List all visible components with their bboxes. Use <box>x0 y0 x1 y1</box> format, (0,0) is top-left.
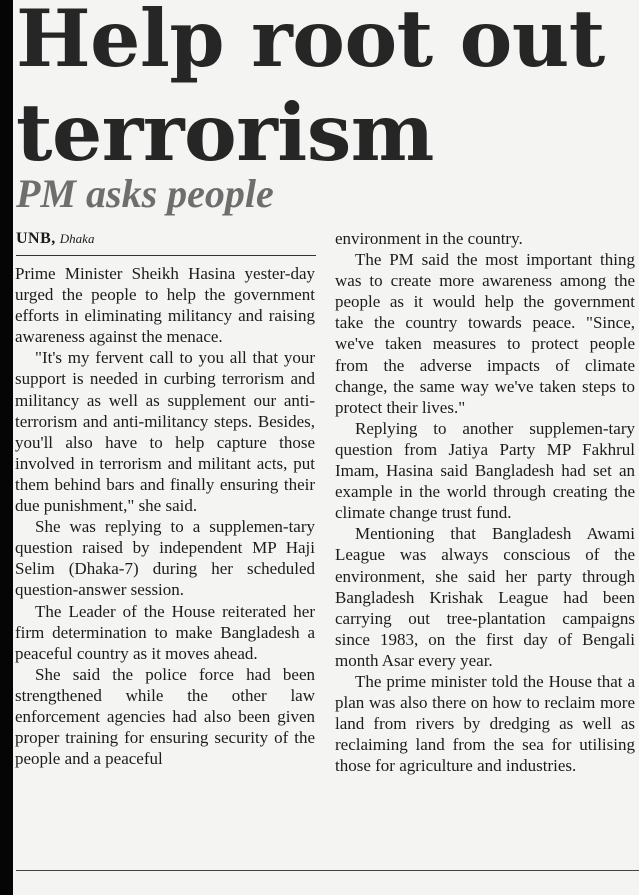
bottom-rule <box>16 870 639 871</box>
page-edge-bar <box>0 0 13 895</box>
article-paragraph: Replying to another supplemen-tary question from Jatiya Party MP Fakhrul Imam, Hasina said Bangladesh had set an example in the world through creating the climate change trust fund. <box>335 418 635 523</box>
byline <box>16 229 316 249</box>
article-column-2 <box>335 228 635 776</box>
article-paragraph: The PM said the most important thing was to create more awareness among the people as it would help the government take the country towards peace. "Since, we've taken measures to protect people from the adverse impacts of climate change, the same way we've taken steps to protect their lives." <box>335 250 635 417</box>
byline-agency: UNB, <box>16 230 56 247</box>
article-paragraph: The prime minister told the House that a plan was also there on how to reclaim more land from rivers by dredging as well as reclaiming land from the sea for utilising those for agriculture and industries. <box>335 671 635 776</box>
headline: Help root out terrorism <box>16 0 605 179</box>
article-paragraph: environment in the country. <box>335 229 523 248</box>
article-column-1 <box>15 263 315 769</box>
subheadline: PM asks people <box>16 171 274 216</box>
article-paragraph: She said the police force had been strengthened while the other law enforcement agencies had also been given proper training for ensuring security of the people and a peaceful <box>15 664 315 769</box>
article-paragraph: The Leader of the House reiterated her firm determination to make Bangladesh a peaceful country as it moves ahead. <box>15 601 315 663</box>
article-paragraph: She was replying to a supplemen-tary question raised by independent MP Haji Selim (Dhaka-7) during her scheduled question-answer session. <box>15 517 315 600</box>
byline-rule <box>16 255 316 256</box>
article-paragraph: "It's my fervent call to you all that your support is needed in curbing terrorism and militancy as well as supplement our anti-terrorism and anti-militancy steps. Besides, you'll also have to help capture those involved in terrorism and militant acts, put them behind bars and finally ensuring their due punishment," she said. <box>15 348 315 516</box>
byline-dateline: Dhaka <box>59 231 95 246</box>
article-paragraph: Prime Minister Sheikh Hasina yester-day urged the people to help the government efforts in eliminating militancy and raising awareness against the menace. <box>15 264 315 347</box>
article-paragraph: Mentioning that Bangladesh Awami League was always conscious of the environment, she said her party through Bangladesh Krishak League had been carrying out tree-plantation campaigns since 1983, on the first day of Bengali month Asar every year. <box>335 524 635 670</box>
